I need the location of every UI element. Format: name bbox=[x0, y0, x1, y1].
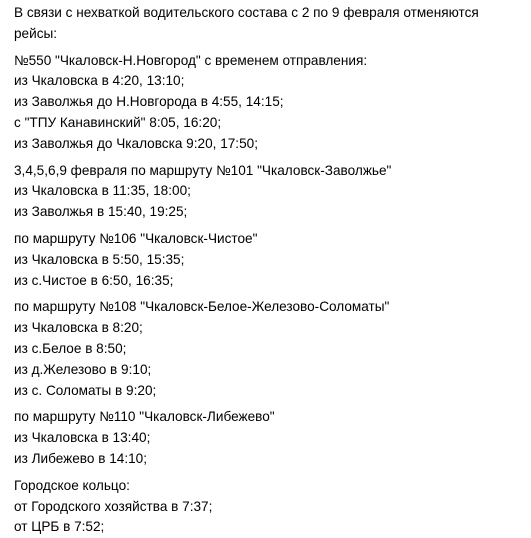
intro-line: В связи с нехваткой водительского состава с 2 по 9 февраля отменяются bbox=[14, 5, 479, 20]
route-550-block bbox=[14, 51, 524, 155]
route-110-block bbox=[14, 407, 524, 469]
schedule-line: от ЦРБ в 7:52; bbox=[14, 519, 105, 535]
route-heading: Городское кольцо: bbox=[14, 477, 130, 493]
schedule-line: от Городского хозяйства в 7:37; bbox=[14, 498, 213, 514]
intro-paragraph bbox=[14, 3, 524, 45]
city-ring-block bbox=[14, 476, 524, 538]
schedule-line: с "ТПУ Канавинский" 8:05, 16:20; bbox=[14, 114, 222, 130]
route-heading: по маршруту №108 "Чкаловск-Белое-Железово-Соломаты" bbox=[14, 299, 390, 315]
schedule-line: из Либежево в 14:10; bbox=[14, 450, 148, 466]
route-heading: №550 "Чкаловск-Н.Новгород" с временем отправления: bbox=[14, 52, 368, 68]
schedule-line: из с.Белое в 8:50; bbox=[14, 340, 127, 356]
route-heading: по маршруту №106 "Чкаловск-Чистое" bbox=[14, 230, 258, 246]
route-106-block bbox=[14, 229, 524, 291]
schedule-line: из Чкаловска в 11:35, 18:00; bbox=[14, 183, 191, 199]
schedule-line: из Чкаловска в 4:20, 13:10; bbox=[14, 73, 185, 89]
schedule-line: из с.Чистое в 6:50, 16:35; bbox=[14, 272, 174, 288]
route-101-block bbox=[14, 161, 524, 223]
route-108-block bbox=[14, 297, 524, 401]
schedule-line: из Заволжья до Чкаловска 9:20, 17:50; bbox=[14, 135, 258, 151]
intro-line: рейсы: bbox=[14, 25, 58, 41]
schedule-line: из с. Соломаты в 9:20; bbox=[14, 382, 157, 398]
schedule-line: из Заволжья в 15:40, 19:25; bbox=[14, 204, 188, 220]
schedule-line: из Чкаловска в 5:50, 15:35; bbox=[14, 251, 185, 267]
schedule-line: из Чкаловска в 8:20; bbox=[14, 320, 143, 336]
route-heading: по маршруту №110 "Чкаловск-Либежево" bbox=[14, 409, 275, 425]
schedule-line: из Заволжья до Н.Новгорода в 4:55, 14:15; bbox=[14, 94, 284, 110]
route-heading: 3,4,5,6,9 февраля по маршруту №101 "Чкаловск-Заволжье" bbox=[14, 162, 392, 178]
schedule-line: из Чкаловска в 13:40; bbox=[14, 430, 151, 446]
schedule-line: из д.Железово в 9:10; bbox=[14, 361, 152, 377]
